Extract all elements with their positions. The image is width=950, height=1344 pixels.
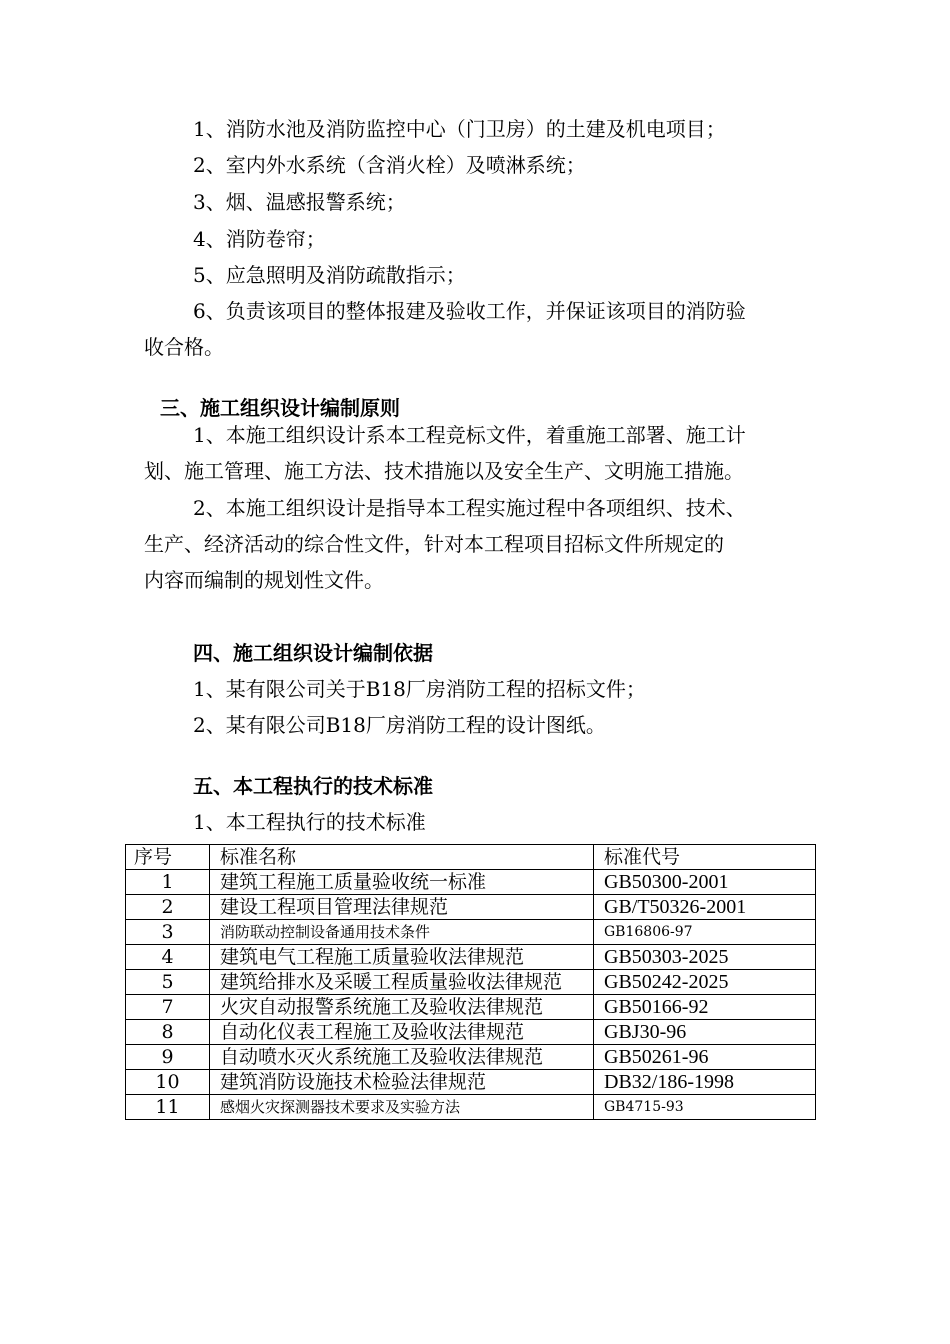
table-row: [126, 1020, 816, 1045]
row-code: GB/T50326-2001: [594, 895, 816, 920]
row-name: 消防联动控制设备通用技术条件: [210, 920, 594, 945]
row-code: GB50261-96: [594, 1045, 816, 1070]
scope-item-5: 5、应急照明及消防疏散指示；: [193, 263, 466, 287]
section5-subtitle: 1、本工程执行的技术标准: [193, 810, 426, 834]
row-code: GB50300-2001: [594, 870, 816, 895]
row-name: 自动化仪表工程施工及验收法律规范: [210, 1020, 594, 1045]
section3-line-1: 1、本施工组织设计系本工程竞标文件，着重施工部署、施工计: [193, 423, 746, 447]
row-name: 建筑给排水及采暖工程质量验收法律规范: [210, 970, 594, 995]
section3-line-2: 划、施工管理、施工方法、技术措施以及安全生产、文明施工措施。: [144, 459, 744, 483]
section5-title: 五、本工程执行的技术标准: [193, 774, 433, 798]
table-header-row: [126, 845, 816, 870]
row-no: 9: [126, 1045, 210, 1070]
standards-table: [125, 844, 816, 1120]
row-code: GB50303-2025: [594, 945, 816, 970]
table-row: [126, 1045, 816, 1070]
row-code: GBJ30-96: [594, 1020, 816, 1045]
row-name: 建设工程项目管理法律规范: [210, 895, 594, 920]
header-name: 标准名称: [210, 845, 594, 870]
scope-item-6: 6、负责该项目的整体报建及验收工作，并保证该项目的消防验: [193, 299, 746, 323]
table-row: [126, 995, 816, 1020]
table-row: [126, 1070, 816, 1095]
row-no: 7: [126, 995, 210, 1020]
scope-item-3: 3、烟、温感报警系统；: [193, 190, 406, 214]
section4-title: 四、施工组织设计编制依据: [193, 641, 433, 665]
scope-item-2: 2、室内外水系统（含消火栓）及喷淋系统；: [193, 153, 586, 177]
table-row: [126, 895, 816, 920]
table-row: [126, 945, 816, 970]
table-row: [126, 970, 816, 995]
scope-item-1: 1、消防水池及消防监控中心（门卫房）的土建及机电项目；: [193, 117, 726, 141]
header-no: 序号: [126, 845, 210, 870]
section4-line-1: 1、某有限公司关于B18厂房消防工程的招标文件；: [193, 677, 646, 701]
scope-item-6-cont: 收合格。: [144, 335, 224, 359]
row-name: 建筑消防设施技术检验法律规范: [210, 1070, 594, 1095]
section3-line-3: 2、本施工组织设计是指导本工程实施过程中各项组织、技术、: [193, 496, 746, 520]
table-row: [126, 1095, 816, 1120]
section3-line-4: 生产、经济活动的综合性文件，针对本工程项目招标文件所规定的: [144, 532, 724, 556]
table-row: [126, 920, 816, 945]
row-name: 建筑工程施工质量验收统一标准: [210, 870, 594, 895]
section3-line-5: 内容而编制的规划性文件。: [144, 568, 384, 592]
section3-title: 三、施工组织设计编制原则: [160, 396, 400, 420]
row-no: 2: [126, 895, 210, 920]
row-name: 感烟火灾探测器技术要求及实验方法: [210, 1095, 594, 1120]
row-code: GB50166-92: [594, 995, 816, 1020]
row-code: GB50242-2025: [594, 970, 816, 995]
row-no: 5: [126, 970, 210, 995]
row-no: 11: [126, 1095, 210, 1120]
row-no: 8: [126, 1020, 210, 1045]
row-code: DB32/186-1998: [594, 1070, 816, 1095]
row-no: 1: [126, 870, 210, 895]
header-code: 标准代号: [594, 845, 816, 870]
row-no: 3: [126, 920, 210, 945]
row-name: 火灾自动报警系统施工及验收法律规范: [210, 995, 594, 1020]
scope-item-4: 4、消防卷帘；: [193, 227, 326, 251]
row-no: 4: [126, 945, 210, 970]
table-row: [126, 870, 816, 895]
row-name: 自动喷水灭火系统施工及验收法律规范: [210, 1045, 594, 1070]
row-no: 10: [126, 1070, 210, 1095]
section4-line-2: 2、某有限公司B18厂房消防工程的设计图纸。: [193, 713, 606, 737]
row-name: 建筑电气工程施工质量验收法律规范: [210, 945, 594, 970]
row-code: GB4715-93: [594, 1095, 816, 1120]
row-code: GB16806-97: [594, 920, 816, 945]
